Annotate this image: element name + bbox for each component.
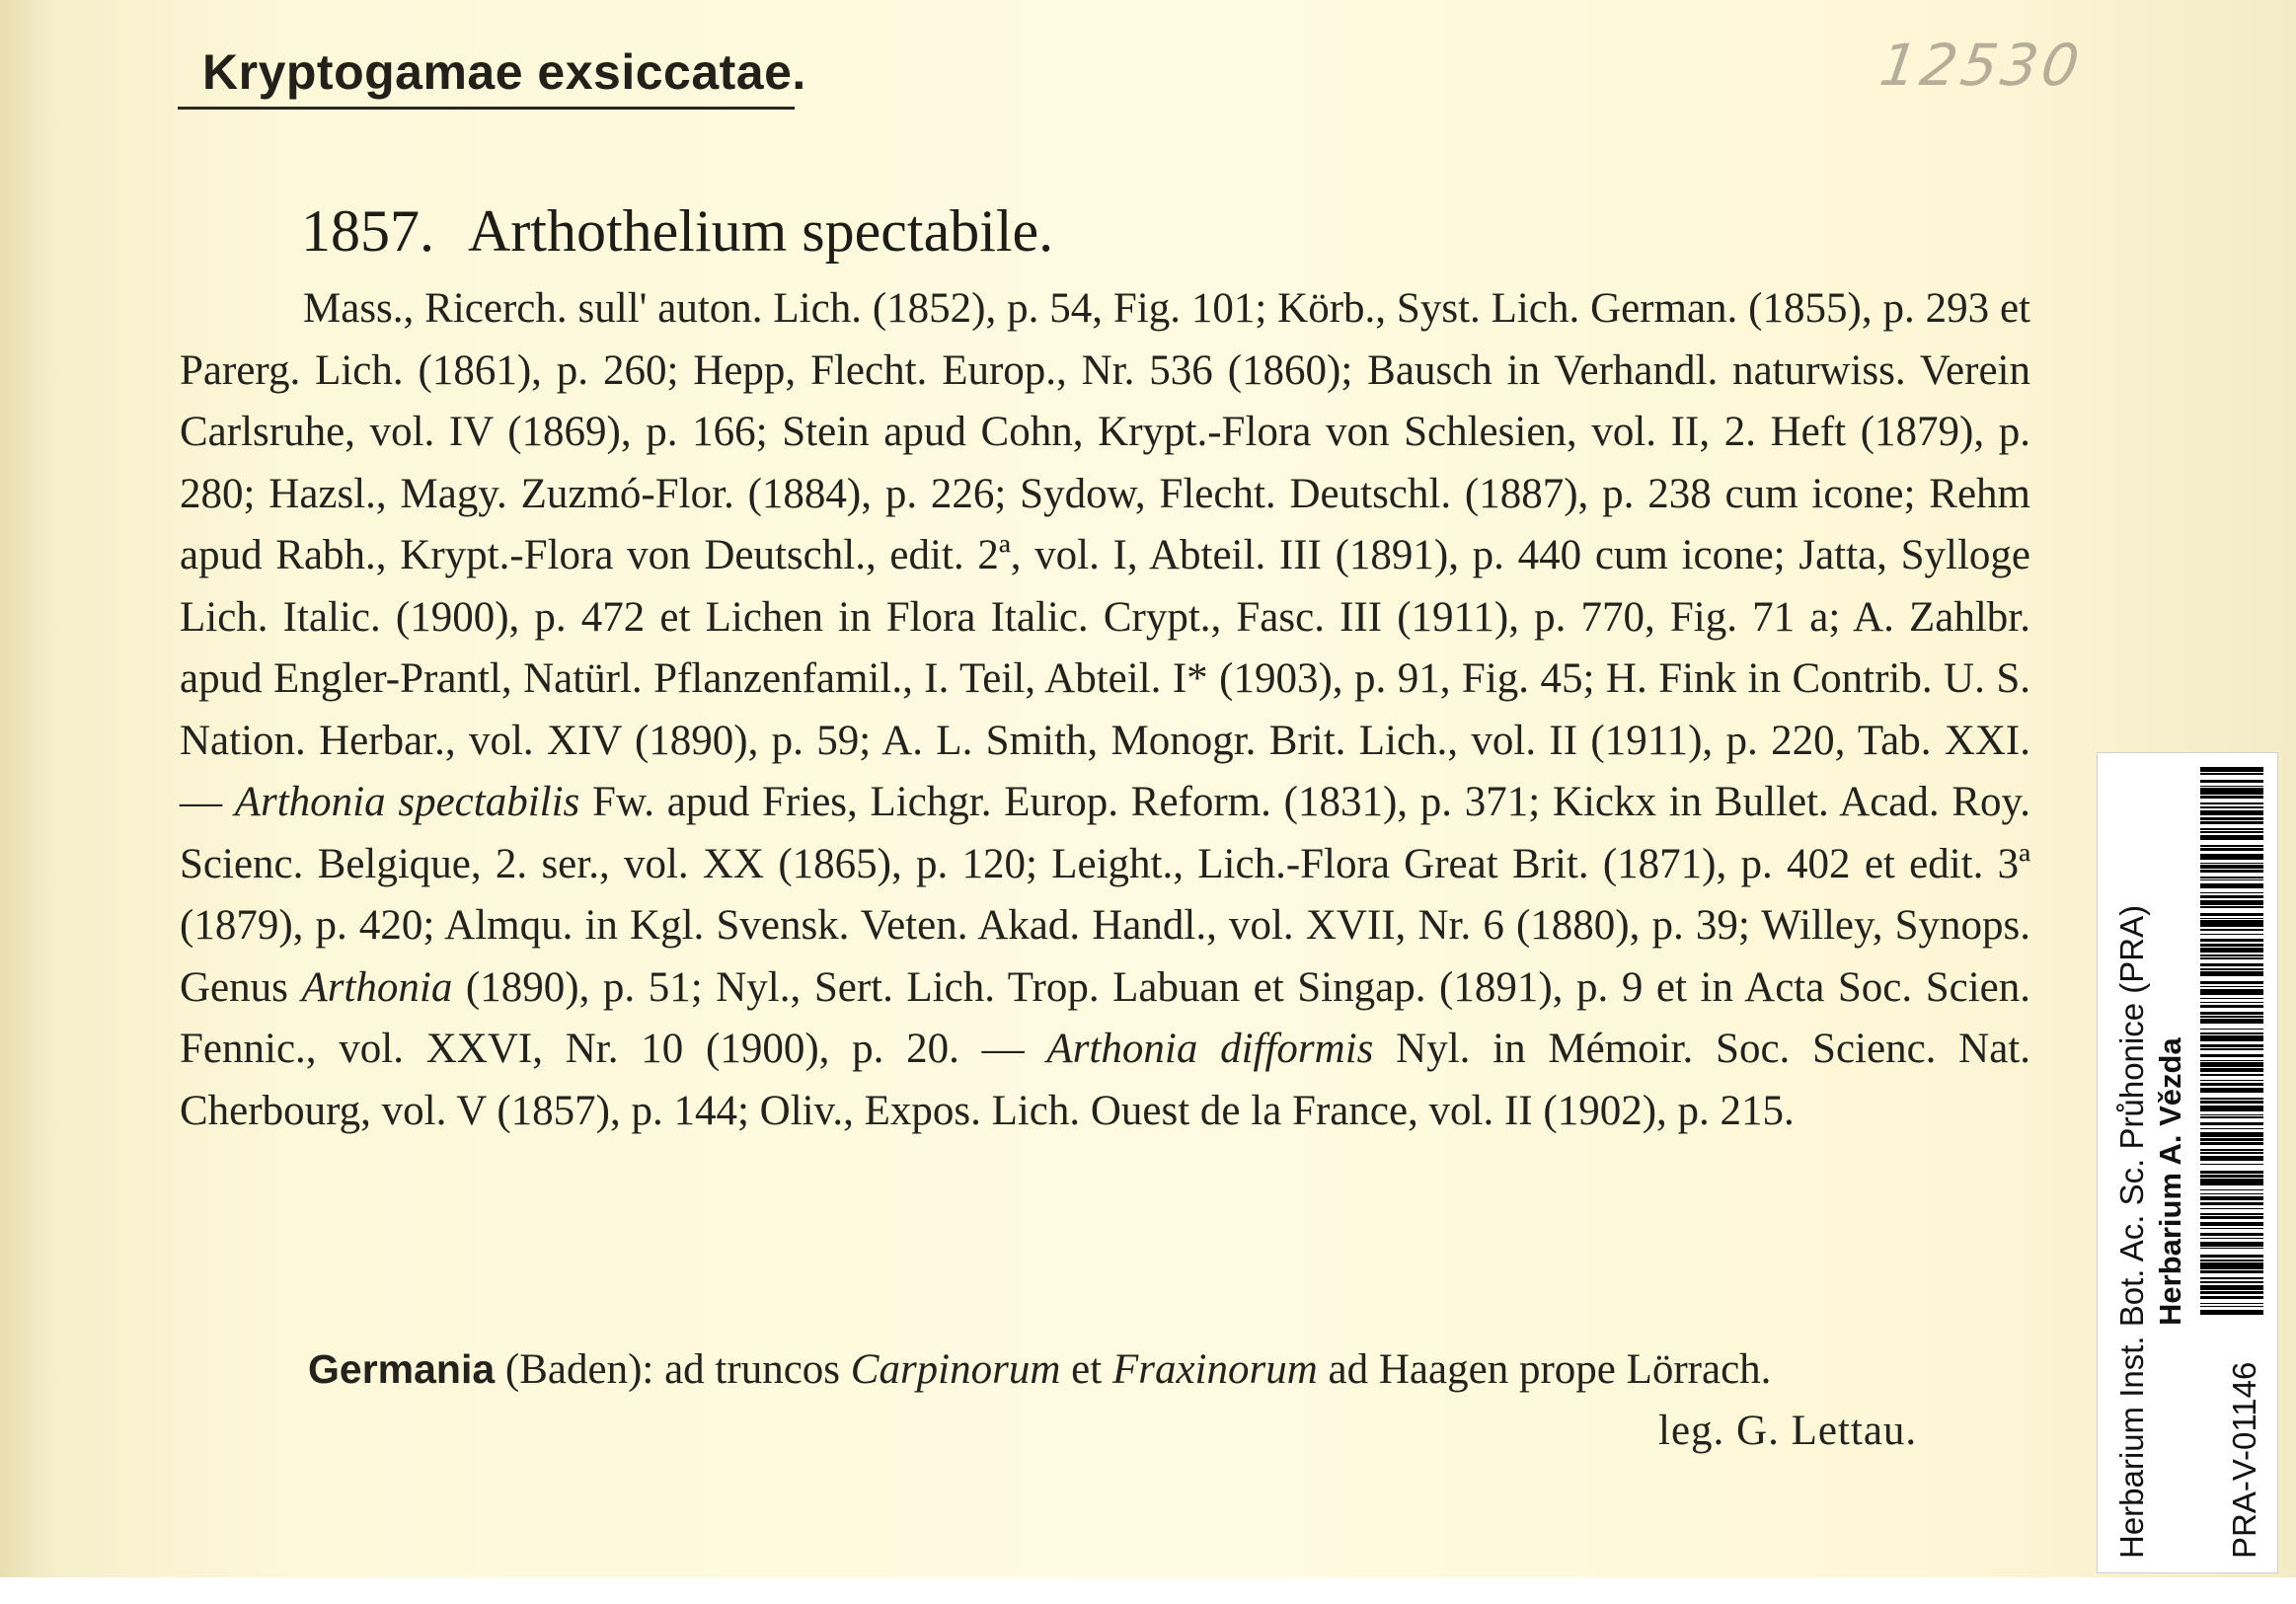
barcode-bar <box>2200 1202 2263 1205</box>
barcode-bar <box>2200 1062 2263 1067</box>
barcode-bar <box>2200 828 2263 830</box>
barcode-bar <box>2200 879 2263 881</box>
barcode-bar <box>2200 883 2263 888</box>
barcode-bar <box>2200 854 2263 860</box>
barcode-bar <box>2200 1242 2263 1247</box>
barcode-bar <box>2200 1262 2263 1268</box>
barcode-bar <box>2200 1060 2263 1062</box>
barcode-bar <box>2200 968 2263 970</box>
barcode-bar <box>2200 929 2263 931</box>
barcode-bar <box>2200 1116 2263 1118</box>
locality-text: ad Haagen prope Lörrach. <box>1317 1346 1772 1393</box>
barcode-bar <box>2200 796 2263 799</box>
barcode-bar <box>2200 900 2263 905</box>
synonym-name: Arthonia spectabilis <box>234 779 580 825</box>
citation-text: Mass., Ricerch. sull' auton. Lich. (1852), p. 54, Fig. 101; Körb., Syst. Lich. German. (1855), p. 293 et Parerg. Lich. (1861), p. 260; Hepp, Flecht. Europ., Nr. 536 (1860); Bausch in Verhandl. naturwiss. Verein Carlsruhe, vol. IV (1869), p. 166; Stein apud Cohn, Krypt.-Flora von Schlesien, vol. II, 2. Heft (1879), p. 280; Hazsl., Magy. Zuzmó-Flor. (1884), p. 226; Sydow, Flecht. Deutschl. (1887), p. 238 cum icone; Rehm apud Rabh., Krypt.-Flora von Deutschl., edit. 2ª, vol. I, Abteil. III (1891), p. 440 cum icone; Jatta, Sylloge Lich. Italic. (1900), p. 472 et Lichen in Flora Italic. Crypt., Fasc. III (1911), p. 770, Fig. 71 a; A. Zahlbr. apud Engler-Prantl, Natürl. Pflanzenfamil., I. Teil, Abteil. I* (1903), p. 91, Fig. 45; H. Fink in Contrib. U. S. Nation. Herbar., vol. XIV (1890), p. 59; A. L. Smith, Monogr. Brit. Lich., vol. II (1911), p. 220, Tab. XXI. — <box>180 285 2030 825</box>
barcode-bar <box>2200 806 2263 808</box>
barcode-bar <box>2200 1149 2263 1151</box>
barcode-bar <box>2200 1054 2263 1057</box>
barcode-bar <box>2200 1044 2263 1047</box>
barcode-bar <box>2200 1142 2263 1145</box>
barcode-bar <box>2200 1228 2263 1230</box>
locality-text: et <box>1060 1346 1112 1393</box>
barcode-bar <box>2200 918 2263 920</box>
barcode-bar <box>2200 1122 2263 1125</box>
barcode-bar <box>2200 1012 2263 1015</box>
barcode-bar <box>2200 1270 2263 1273</box>
host-name: Fraxinorum <box>1111 1346 1318 1393</box>
barcode-bar <box>2200 1248 2263 1250</box>
barcode-bar <box>2200 1277 2263 1279</box>
barcode-bar <box>2200 1152 2263 1154</box>
entry-number: 1857. <box>301 198 434 264</box>
barcode-bar <box>2200 1002 2263 1004</box>
barcode-bar <box>2200 1080 2263 1082</box>
collection-name: Herbarium A. Vězda <box>2153 1037 2187 1326</box>
taxon-name: Arthothelium spectabile. <box>468 198 1054 264</box>
barcode-bar <box>2200 986 2263 988</box>
barcode-bar <box>2200 1189 2263 1191</box>
barcode-bar <box>2200 957 2263 959</box>
scan-margin <box>0 1577 2296 1604</box>
barcode-bar <box>2200 944 2263 947</box>
barcode-bar <box>2200 1128 2263 1130</box>
synonym-name: Arthonia difformis <box>1046 1026 1374 1072</box>
barcode-bar <box>2200 913 2263 916</box>
barcode-bar <box>2200 981 2263 984</box>
institution-name: Herbarium Inst. Bot. Ac. Sc. Průhonice (PRA) <box>2113 904 2150 1559</box>
barcode-bar <box>2200 1016 2263 1018</box>
barcode-bar <box>2200 788 2263 794</box>
title-underline <box>178 107 795 110</box>
barcode-bar <box>2200 767 2263 772</box>
citation-text: Nyl. in Mémoir. Soc. Scienc. Nat. Cherbourg, vol. V (1857), p. 144; Oliv., Expos. Lich. Ouest de la France, vol. II (1902), p. 215. <box>180 1026 2030 1134</box>
barcode-bar <box>2200 1114 2263 1116</box>
barcode-bar <box>2200 1098 2263 1100</box>
citation-paragraph <box>180 278 2030 1142</box>
barcode-bar <box>2200 1285 2263 1290</box>
barcode-bar <box>2200 1281 2263 1283</box>
barcode-bar <box>2200 1291 2263 1294</box>
barcode-bar <box>2200 920 2263 926</box>
barcode-bar <box>2200 1101 2263 1104</box>
barcode-bar <box>2200 1213 2263 1215</box>
barcode-bar <box>2200 955 2263 956</box>
specimen-code: PRA-V-01146 <box>2226 1361 2262 1559</box>
barcode-bar <box>2200 895 2263 898</box>
barcode-bar <box>2200 892 2263 894</box>
barcode-bar <box>2200 1106 2263 1111</box>
locality-text: (Baden): ad truncos <box>495 1346 851 1393</box>
barcode-bar <box>2200 1164 2263 1166</box>
barcode-bar <box>2200 1196 2263 1201</box>
barcode-bar <box>2200 971 2263 976</box>
locality-paragraph <box>180 1338 2030 1402</box>
barcode-bar <box>2200 835 2263 840</box>
host-name: Carpinorum <box>850 1346 1061 1393</box>
barcode-bar <box>2200 1222 2263 1227</box>
barcode-bar <box>2200 948 2263 953</box>
barcode-bar <box>2200 1233 2263 1236</box>
barcode-bar <box>2200 1171 2263 1174</box>
barcode-bar <box>2200 1306 2263 1308</box>
barcode-bar <box>2200 1035 2263 1041</box>
citation-text: (1890), p. 51; Nyl., Sert. Lich. Trop. Labuan et Singap. (1891), p. 9 et in Acta Soc. Scien. Fennic., vol. XXVI, Nr. 10 (1900), p. 20. — <box>180 963 2031 1072</box>
barcode-bar <box>2200 1156 2263 1161</box>
barcode-bar <box>2200 1068 2263 1071</box>
barcode-bar <box>2200 821 2263 824</box>
entry-heading <box>301 197 1053 266</box>
barcode-bar <box>2200 1216 2263 1219</box>
barcode-bar <box>2200 939 2263 942</box>
barcode-bar <box>2200 1088 2263 1093</box>
barcode-bar <box>2200 989 2263 995</box>
barcode-bar <box>2200 998 2263 1000</box>
barcode-bar <box>2200 780 2263 783</box>
barcode-bar <box>2200 1303 2263 1305</box>
barcode-bar <box>2200 1179 2263 1184</box>
series-title: Kryptogamae exsiccatae. <box>202 44 806 100</box>
barcode-bar <box>2200 1260 2263 1261</box>
barcode-bar <box>2200 865 2263 868</box>
barcode-bar <box>2200 1255 2263 1258</box>
barcode-bar <box>2200 802 2263 804</box>
barcode-bar <box>2200 845 2263 847</box>
barcode-bar <box>2200 1019 2263 1024</box>
barcode-bar <box>2200 1238 2263 1240</box>
handwritten-catalog-number: 12530 <box>1875 32 2088 99</box>
barcode-bar <box>2200 1074 2263 1076</box>
country-name: Germania <box>308 1346 496 1392</box>
barcode-bar <box>2200 848 2263 851</box>
barcode-bar <box>2200 1132 2263 1137</box>
barcode-bar <box>2200 934 2263 936</box>
barcode-bar <box>2200 1208 2263 1210</box>
barcode-bar <box>2200 786 2263 788</box>
barcode-bar <box>2200 870 2263 873</box>
barcode-bar <box>2200 1296 2263 1299</box>
barcode-icon <box>2200 767 2263 1320</box>
barcode-bar <box>2200 817 2263 820</box>
barcode-bar <box>2200 1083 2263 1086</box>
herbarium-barcode-label <box>2097 752 2278 1573</box>
citation-text: Fw. apud Fries, Lichgr. Europ. Reform. (1831), p. 371; Kickx in Bullet. Acad. Roy. Scienc. Belgique, 2. ser., vol. XX (1865), p. 120; Leight., Lich.-Flora Great Brit. (1871), p. 402 et edit. 3ª (1879), p. 420; Almqu. in Kgl. Svensk. Veten. Akad. Handl., vol. XVII, Nr. 6 (1880), p. 39; Willey, Synops. Genus <box>180 779 2030 1011</box>
barcode-bar <box>2200 1138 2263 1141</box>
barcode-bar <box>2200 1310 2263 1315</box>
barcode-bar <box>2200 1048 2263 1050</box>
barcode-bar <box>2200 863 2263 865</box>
barcode-bar <box>2200 810 2263 815</box>
genus-name: Arthonia <box>301 963 453 1011</box>
barcode-bar <box>2200 831 2263 833</box>
barcode-bar <box>2200 1029 2263 1031</box>
barcode-bar <box>2200 1193 2263 1195</box>
barcode-bar <box>2200 963 2263 966</box>
collector: leg. G. Lettau. <box>1658 1408 1918 1454</box>
barcode-bar <box>2200 1005 2263 1008</box>
barcode-bar <box>2200 906 2263 908</box>
barcode-bar <box>2200 773 2263 775</box>
barcode-bar <box>2200 1032 2263 1034</box>
barcode-bar <box>2200 1175 2263 1178</box>
barcode-bar <box>2200 877 2263 878</box>
